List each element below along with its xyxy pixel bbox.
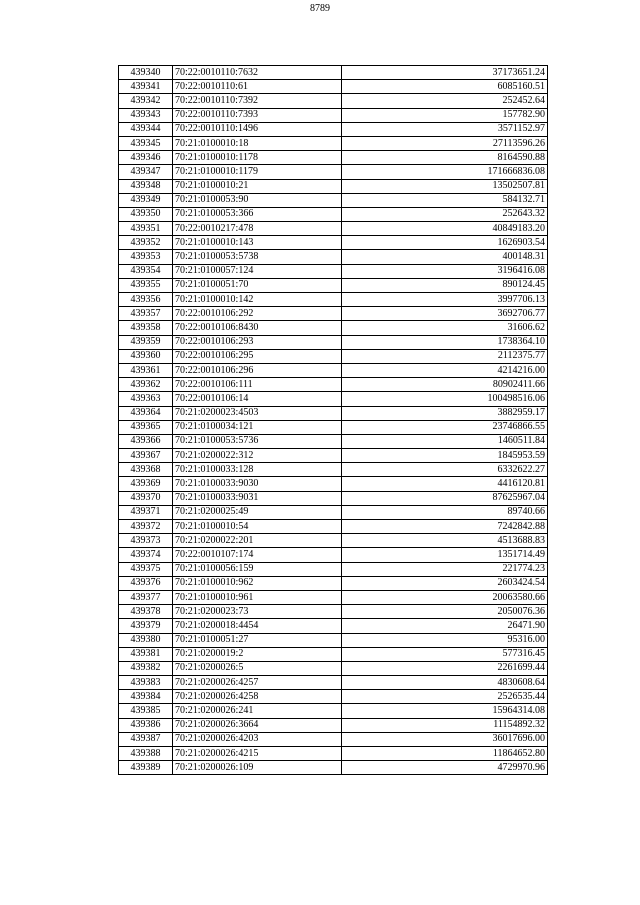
row-number-cell: 439342: [119, 94, 173, 108]
table-row: [119, 236, 548, 250]
cadastral-number-cell: 70:22:0010106:8430: [173, 321, 342, 335]
row-number-cell: 439359: [119, 335, 173, 349]
row-number-cell: 439349: [119, 193, 173, 207]
cadastral-number-cell: 70:22:0010110:7393: [173, 108, 342, 122]
row-number-cell: 439362: [119, 378, 173, 392]
cadastral-value-cell: 26471.90: [342, 619, 548, 633]
table-row: [119, 647, 548, 661]
table-row: [119, 676, 548, 690]
table-row: [119, 520, 548, 534]
cadastral-number-cell: 70:22:0010107:174: [173, 548, 342, 562]
table-row: [119, 463, 548, 477]
table-row: [119, 151, 548, 165]
row-number-cell: 439383: [119, 676, 173, 690]
table-row: [119, 165, 548, 179]
cadastral-value-cell: 1845953.59: [342, 449, 548, 463]
cadastral-value-cell: 1626903.54: [342, 236, 548, 250]
cadastral-value-cell: 27113596.26: [342, 136, 548, 150]
cadastral-number-cell: 70:21:0200022:201: [173, 534, 342, 548]
table-row: [119, 562, 548, 576]
cadastral-value-cell: 2112375.77: [342, 349, 548, 363]
row-number-cell: 439361: [119, 363, 173, 377]
cadastral-value-cell: 3571152.97: [342, 122, 548, 136]
row-number-cell: 439351: [119, 222, 173, 236]
row-number-cell: 439372: [119, 520, 173, 534]
cadastral-value-cell: 4729970.96: [342, 761, 548, 775]
row-number-cell: 439343: [119, 108, 173, 122]
table-row: [119, 363, 548, 377]
table-row: [119, 264, 548, 278]
cadastral-value-cell: 1738364.10: [342, 335, 548, 349]
cadastral-number-cell: 70:21:0100010:21: [173, 179, 342, 193]
cadastral-value-cell: 11154892.32: [342, 718, 548, 732]
cadastral-number-cell: 70:21:0200026:109: [173, 761, 342, 775]
table-row: [119, 335, 548, 349]
cadastral-value-cell: 2526535.44: [342, 690, 548, 704]
row-number-cell: 439344: [119, 122, 173, 136]
cadastral-value-cell: 252643.32: [342, 207, 548, 221]
cadastral-number-cell: 70:22:0010110:7632: [173, 66, 342, 80]
row-number-cell: 439364: [119, 406, 173, 420]
row-number-cell: 439350: [119, 207, 173, 221]
cadastral-value-cell: 8164590.88: [342, 151, 548, 165]
row-number-cell: 439370: [119, 491, 173, 505]
cadastral-value-cell: 1351714.49: [342, 548, 548, 562]
row-number-cell: 439355: [119, 278, 173, 292]
cadastral-value-cell: 89740.66: [342, 505, 548, 519]
cadastral-value-cell: 7242842.88: [342, 520, 548, 534]
row-number-cell: 439381: [119, 647, 173, 661]
cadastral-value-cell: 37173651.24: [342, 66, 548, 80]
table-row: [119, 718, 548, 732]
row-number-cell: 439353: [119, 250, 173, 264]
table-row: [119, 661, 548, 675]
table-body: [119, 66, 548, 775]
cadastral-value-cell: 3196416.08: [342, 264, 548, 278]
table-row: [119, 732, 548, 746]
row-number-cell: 439371: [119, 505, 173, 519]
table-row: [119, 222, 548, 236]
cadastral-value-cell: 40849183.20: [342, 222, 548, 236]
row-number-cell: 439378: [119, 605, 173, 619]
cadastral-number-cell: 70:21:0100057:124: [173, 264, 342, 278]
cadastral-number-cell: 70:22:0010106:296: [173, 363, 342, 377]
cadastral-number-cell: 70:21:0200026:4257: [173, 676, 342, 690]
cadastral-number-cell: 70:21:0100010:54: [173, 520, 342, 534]
table-row: [119, 434, 548, 448]
row-number-cell: 439377: [119, 590, 173, 604]
cadastral-value-cell: 3882959.17: [342, 406, 548, 420]
cadastral-value-cell: 11864652.80: [342, 747, 548, 761]
cadastral-number-cell: 70:21:0100010:1179: [173, 165, 342, 179]
row-number-cell: 439347: [119, 165, 173, 179]
table-row: [119, 548, 548, 562]
table-row: [119, 406, 548, 420]
cadastral-number-cell: 70:21:0100010:1178: [173, 151, 342, 165]
row-number-cell: 439346: [119, 151, 173, 165]
cadastral-number-cell: 70:21:0200025:49: [173, 505, 342, 519]
table-row: [119, 449, 548, 463]
table-row: [119, 590, 548, 604]
row-number-cell: 439368: [119, 463, 173, 477]
cadastral-number-cell: 70:21:0200022:312: [173, 449, 342, 463]
cadastral-number-cell: 70:22:0010106:295: [173, 349, 342, 363]
cadastral-number-cell: 70:21:0200026:3664: [173, 718, 342, 732]
cadastral-number-cell: 70:21:0200023:4503: [173, 406, 342, 420]
row-number-cell: 439388: [119, 747, 173, 761]
cadastral-number-cell: 70:21:0200026:4258: [173, 690, 342, 704]
cadastral-value-cell: 1460511.84: [342, 434, 548, 448]
cadastral-value-cell: 157782.90: [342, 108, 548, 122]
cadastral-number-cell: 70:21:0100034:121: [173, 420, 342, 434]
cadastral-value-cell: 4416120.81: [342, 477, 548, 491]
table-row: [119, 349, 548, 363]
cadastral-number-cell: 70:21:0100053:5736: [173, 434, 342, 448]
row-number-cell: 439367: [119, 449, 173, 463]
table-row: [119, 619, 548, 633]
table-row: [119, 250, 548, 264]
cadastral-value-cell: 3692706.77: [342, 307, 548, 321]
cadastral-value-cell: 171666836.08: [342, 165, 548, 179]
row-number-cell: 439341: [119, 80, 173, 94]
cadastral-number-cell: 70:21:0100010:18: [173, 136, 342, 150]
cadastral-number-cell: 70:21:0100056:159: [173, 562, 342, 576]
table-row: [119, 704, 548, 718]
cadastral-number-cell: 70:21:0200026:4215: [173, 747, 342, 761]
table-row: [119, 307, 548, 321]
cadastral-number-cell: 70:21:0100053:90: [173, 193, 342, 207]
row-number-cell: 439358: [119, 321, 173, 335]
cadastral-value-cell: 23746866.55: [342, 420, 548, 434]
table-row: [119, 207, 548, 221]
cadastral-number-cell: 70:21:0200026:4203: [173, 732, 342, 746]
table-row: [119, 108, 548, 122]
cadastral-value-cell: 252452.64: [342, 94, 548, 108]
table-row: [119, 477, 548, 491]
table-row: [119, 491, 548, 505]
row-number-cell: 439382: [119, 661, 173, 675]
row-number-cell: 439357: [119, 307, 173, 321]
cadastral-number-cell: 70:22:0010110:1496: [173, 122, 342, 136]
table-row: [119, 378, 548, 392]
row-number-cell: 439345: [119, 136, 173, 150]
cadastral-value-cell: 2050076.36: [342, 605, 548, 619]
cadastral-number-cell: 70:22:0010106:111: [173, 378, 342, 392]
cadastral-value-cell: 36017696.00: [342, 732, 548, 746]
table-row: [119, 66, 548, 80]
row-number-cell: 439354: [119, 264, 173, 278]
cadastral-value-cell: 13502507.81: [342, 179, 548, 193]
cadastral-value-cell: 4830608.64: [342, 676, 548, 690]
row-number-cell: 439374: [119, 548, 173, 562]
table-row: [119, 94, 548, 108]
row-number-cell: 439369: [119, 477, 173, 491]
cadastral-number-cell: 70:22:0010106:292: [173, 307, 342, 321]
cadastral-value-cell: 2603424.54: [342, 576, 548, 590]
table-row: [119, 278, 548, 292]
table-row: [119, 179, 548, 193]
cadastral-number-cell: 70:21:0200018:4454: [173, 619, 342, 633]
table-row: [119, 690, 548, 704]
cadastral-value-cell: 15964314.08: [342, 704, 548, 718]
cadastral-value-cell: 584132.71: [342, 193, 548, 207]
table-row: [119, 605, 548, 619]
row-number-cell: 439386: [119, 718, 173, 732]
table-row: [119, 747, 548, 761]
row-number-cell: 439375: [119, 562, 173, 576]
row-number-cell: 439387: [119, 732, 173, 746]
row-number-cell: 439379: [119, 619, 173, 633]
cadastral-number-cell: 70:21:0100033:9031: [173, 491, 342, 505]
table-row: [119, 136, 548, 150]
cadastral-number-cell: 70:22:0010110:61: [173, 80, 342, 94]
cadastral-number-cell: 70:21:0100010:143: [173, 236, 342, 250]
cadastral-number-cell: 70:21:0100033:128: [173, 463, 342, 477]
row-number-cell: 439385: [119, 704, 173, 718]
cadastral-number-cell: 70:22:0010110:7392: [173, 94, 342, 108]
row-number-cell: 439352: [119, 236, 173, 250]
cadastral-number-cell: 70:21:0100010:961: [173, 590, 342, 604]
cadastral-number-cell: 70:21:0100051:70: [173, 278, 342, 292]
table-row: [119, 80, 548, 94]
cadastral-value-cell: 890124.45: [342, 278, 548, 292]
cadastral-number-cell: 70:22:0010106:293: [173, 335, 342, 349]
cadastral-number-cell: 70:21:0200019:2: [173, 647, 342, 661]
cadastral-number-cell: 70:21:0100053:366: [173, 207, 342, 221]
cadastral-value-table: [118, 65, 548, 775]
table-row: [119, 420, 548, 434]
cadastral-number-cell: 70:21:0200026:5: [173, 661, 342, 675]
cadastral-number-cell: 70:22:0010106:14: [173, 392, 342, 406]
table-row: [119, 505, 548, 519]
row-number-cell: 439365: [119, 420, 173, 434]
table-row: [119, 321, 548, 335]
row-number-cell: 439363: [119, 392, 173, 406]
cadastral-value-cell: 400148.31: [342, 250, 548, 264]
cadastral-value-cell: 2261699.44: [342, 661, 548, 675]
cadastral-value-cell: 95316.00: [342, 633, 548, 647]
table-row: [119, 576, 548, 590]
cadastral-number-cell: 70:21:0100010:962: [173, 576, 342, 590]
page-number: 8789: [310, 3, 330, 14]
cadastral-value-cell: 577316.45: [342, 647, 548, 661]
row-number-cell: 439389: [119, 761, 173, 775]
table-row: [119, 534, 548, 548]
cadastral-value-cell: 6085160.51: [342, 80, 548, 94]
cadastral-number-cell: 70:21:0100010:142: [173, 293, 342, 307]
cadastral-value-cell: 31606.62: [342, 321, 548, 335]
cadastral-value-cell: 80902411.66: [342, 378, 548, 392]
table-row: [119, 293, 548, 307]
row-number-cell: 439348: [119, 179, 173, 193]
cadastral-value-cell: 100498516.06: [342, 392, 548, 406]
cadastral-value-cell: 4513688.83: [342, 534, 548, 548]
row-number-cell: 439376: [119, 576, 173, 590]
cadastral-number-cell: 70:21:0200023:73: [173, 605, 342, 619]
cadastral-number-cell: 70:22:0010217:478: [173, 222, 342, 236]
table-row: [119, 193, 548, 207]
cadastral-value-cell: 4214216.00: [342, 363, 548, 377]
cadastral-number-cell: 70:21:0100053:5738: [173, 250, 342, 264]
cadastral-number-cell: 70:21:0100051:27: [173, 633, 342, 647]
table-row: [119, 392, 548, 406]
cadastral-value-cell: 87625967.04: [342, 491, 548, 505]
row-number-cell: 439384: [119, 690, 173, 704]
row-number-cell: 439366: [119, 434, 173, 448]
cadastral-value-cell: 20063580.66: [342, 590, 548, 604]
table-row: [119, 122, 548, 136]
cadastral-value-cell: 221774.23: [342, 562, 548, 576]
cadastral-value-cell: 6332622.27: [342, 463, 548, 477]
cadastral-number-cell: 70:21:0200026:241: [173, 704, 342, 718]
row-number-cell: 439373: [119, 534, 173, 548]
table-row: [119, 761, 548, 775]
cadastral-value-cell: 3997706.13: [342, 293, 548, 307]
cadastral-number-cell: 70:21:0100033:9030: [173, 477, 342, 491]
row-number-cell: 439356: [119, 293, 173, 307]
row-number-cell: 439380: [119, 633, 173, 647]
table-row: [119, 633, 548, 647]
row-number-cell: 439360: [119, 349, 173, 363]
row-number-cell: 439340: [119, 66, 173, 80]
